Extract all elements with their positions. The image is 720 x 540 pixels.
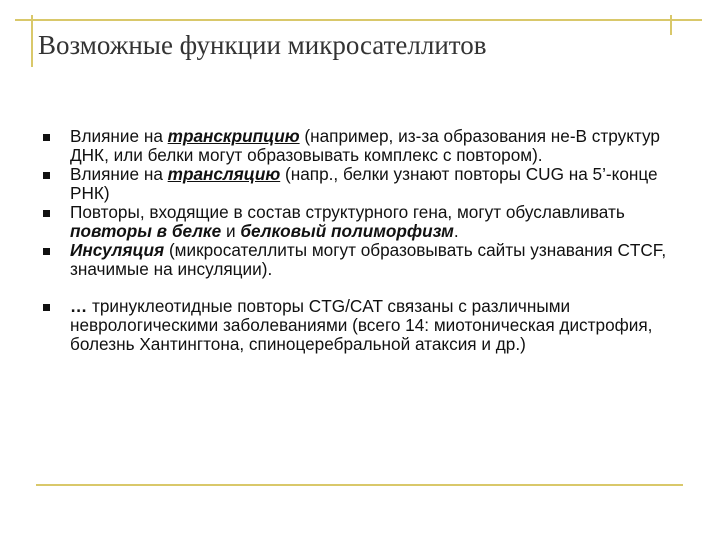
bullet-text: Повторы, входящие в состав структурного гена, могут обуславливать (70, 202, 625, 222)
bullet-item-translation (42, 165, 692, 203)
bullet-text: (микросателлиты могут образовывать сайты узнавания CTCF, значимые на инсуляции). (70, 240, 667, 279)
square-bullet-icon (43, 304, 50, 311)
bullet-item-trinucleotide (42, 297, 692, 354)
bullet-text: и (221, 221, 241, 241)
square-bullet-icon (43, 172, 50, 179)
bullet-text: . (453, 221, 459, 241)
bullet-list (42, 127, 692, 354)
bullet-text: Влияние на (70, 164, 168, 184)
bullet-emphasis: трансляцию (167, 164, 281, 184)
bullet-item-insulation (42, 241, 692, 279)
decor-line-bottom (36, 484, 683, 486)
bullet-emphasis: … (70, 296, 88, 316)
bullet-item-protein-repeats (42, 203, 692, 241)
decor-line-top (15, 19, 702, 21)
bullet-text: (напр., белки узнают повторы CUG на 5’-конце РНК) (70, 164, 658, 203)
square-bullet-icon (43, 248, 50, 255)
bullet-emphasis: транскрипцию (167, 126, 300, 146)
bullet-text: тринуклеотидные повторы CTG/CAT связаны с различными неврологическими заболеваниями (всего 14: миотоническая дистрофия, болезнь Хантингтона, спиноцеребральной атаксия и др.) (70, 296, 653, 354)
bullet-text: Влияние на (70, 126, 168, 146)
bullet-item-transcription (42, 127, 692, 165)
slide-title: Возможные функции микросателлитов (38, 30, 487, 60)
square-bullet-icon (43, 134, 50, 141)
bullet-emphasis: Инсуляция (70, 240, 165, 260)
bullet-text: (например, из-за образования не-B структур ДНК, или белки могут образовывать комплекс с повтором). (70, 126, 660, 165)
bullet-emphasis: повторы в белке (70, 221, 222, 241)
bullet-emphasis: белковый полиморфизм (240, 221, 454, 241)
square-bullet-icon (43, 210, 50, 217)
decor-line-right (670, 15, 672, 35)
decor-line-left (31, 15, 33, 67)
